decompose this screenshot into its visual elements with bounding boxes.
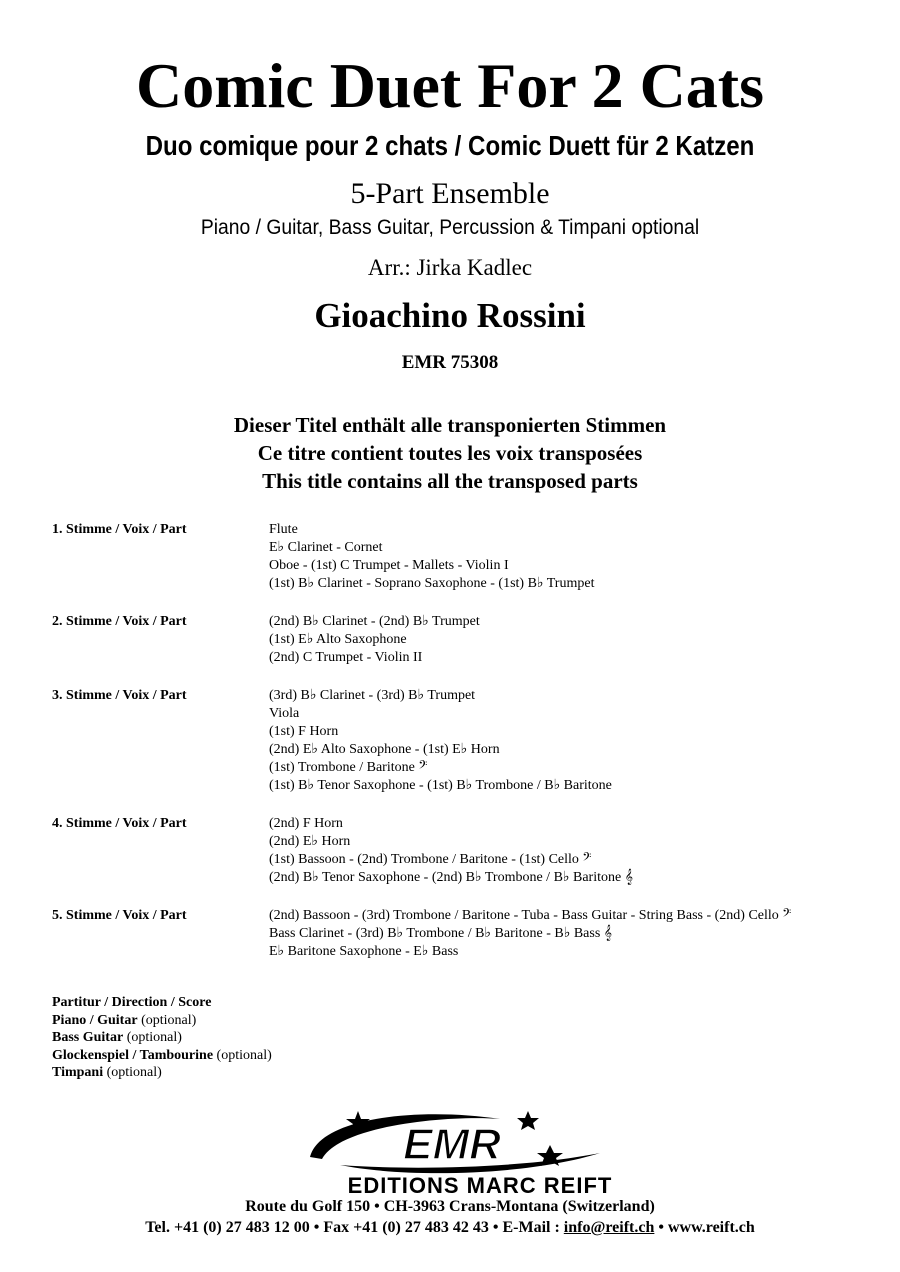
extra-bass-guitar: Bass Guitar (optional) [52, 1030, 182, 1045]
instrument-line: Viola [269, 706, 300, 721]
publisher-contact [0, 1218, 900, 1238]
part-2 [52, 613, 872, 667]
instrument-line: Bass Clarinet - (3rd) B♭ Trombone / B♭ Baritone - B♭ Bass 𝄞 [269, 926, 613, 941]
extra-score: Partitur / Direction / Score [52, 995, 212, 1010]
instrument-line: (2nd) C Trumpet - Violin II [269, 650, 423, 665]
svg-text:EDITIONS MARC REIFT: EDITIONS MARC REIFT [347, 1173, 613, 1197]
email-link[interactable]: info@reift.ch [563, 1219, 655, 1236]
instrument-line: Flute [269, 522, 298, 537]
arranger-credit: Arr.: Jirka Kadlec [367, 255, 533, 280]
notice-line-de: Dieser Titel enthält alle transponierten Stimmen [233, 413, 667, 437]
instrument-line: (2nd) E♭ Horn [269, 834, 351, 849]
instrument-line: (3rd) B♭ Clarinet - (3rd) B♭ Trumpet [269, 688, 476, 703]
instrument-line: E♭ Baritone Saxophone - E♭ Bass [269, 944, 459, 959]
instrument-line: (2nd) B♭ Clarinet - (2nd) B♭ Trumpet [269, 614, 480, 629]
catalog-number: EMR 75308 [401, 352, 499, 373]
part-instruments [269, 907, 872, 961]
instrument-line: (1st) B♭ Tenor Saxophone - (1st) B♭ Trombone / B♭ Baritone [269, 778, 612, 793]
translated-subtitle: Duo comique pour 2 chats / Comic Duett für 2 Katzen [145, 130, 755, 161]
additional-parts [52, 994, 272, 1082]
work-title: Comic Duet For 2 Cats [135, 50, 765, 121]
instrument-line: (2nd) F Horn [269, 816, 343, 831]
instrument-line: (2nd) E♭ Alto Saxophone - (1st) E♭ Horn [269, 742, 500, 757]
instrument-line: (1st) B♭ Clarinet - Soprano Saxophone - (1st) B♭ Trumpet [269, 576, 595, 591]
part-instruments [269, 815, 872, 887]
part-5 [52, 907, 872, 961]
instrument-line: Oboe - (1st) C Trumpet - Mallets - Violin I [269, 558, 509, 573]
part-instruments [269, 613, 872, 667]
publisher-address: Route du Golf 150 • CH-3963 Crans-Montana (Switzerland) [245, 1198, 655, 1215]
website-text: • www.reift.ch [654, 1219, 755, 1236]
instrument-line: (1st) Trombone / Baritone 𝄢 [269, 760, 428, 775]
part-4 [52, 815, 872, 887]
part-label: 1. Stimme / Voix / Part [52, 522, 187, 537]
instrument-line: (2nd) B♭ Tenor Saxophone - (2nd) B♭ Trombone / B♭ Baritone 𝄞 [269, 870, 633, 885]
part-3 [52, 687, 872, 795]
instrument-line: E♭ Clarinet - Cornet [269, 540, 383, 555]
notice-line-en: This title contains all the transposed parts [262, 469, 638, 493]
part-label: 2. Stimme / Voix / Part [52, 614, 187, 629]
instrument-line: (1st) F Horn [269, 724, 339, 739]
composer-name: Gioachino Rossini [314, 296, 586, 335]
notice-line-fr: Ce titre contient toutes les voix transposées [257, 441, 643, 465]
extra-timpani: Timpani (optional) [52, 1065, 162, 1080]
part-instruments [269, 521, 872, 593]
instrument-line: (1st) Bassoon - (2nd) Trombone / Baritone - (1st) Cello 𝄢 [269, 852, 592, 867]
part-label: 3. Stimme / Voix / Part [52, 688, 187, 703]
instrumentation-note: Piano / Guitar, Bass Guitar, Percussion & Timpani optional [200, 216, 700, 239]
extra-piano-guitar: Piano / Guitar (optional) [52, 1012, 197, 1028]
transposed-parts-notice [0, 411, 900, 495]
instrument-line: (2nd) Bassoon - (3rd) Trombone / Baritone - Tuba - Bass Guitar - String Bass - (2nd) Cello 𝄢 [269, 908, 792, 923]
ensemble-type: 5-Part Ensemble [350, 177, 550, 210]
part-instruments [269, 687, 872, 795]
part-label: 4. Stimme / Voix / Part [52, 816, 187, 831]
instrument-line: (1st) E♭ Alto Saxophone [269, 632, 407, 647]
emr-publisher-logo [300, 1105, 660, 1197]
svg-text:EMR: EMR [403, 1120, 501, 1169]
contact-phone-fax: Tel. +41 (0) 27 483 12 00 • Fax +41 (0) 27 483 42 43 • E-Mail : [145, 1219, 564, 1236]
extra-glockenspiel: Glockenspiel / Tambourine (optional) [52, 1047, 272, 1063]
parts-list [52, 521, 872, 981]
part-label: 5. Stimme / Voix / Part [52, 908, 187, 923]
part-1 [52, 521, 872, 593]
